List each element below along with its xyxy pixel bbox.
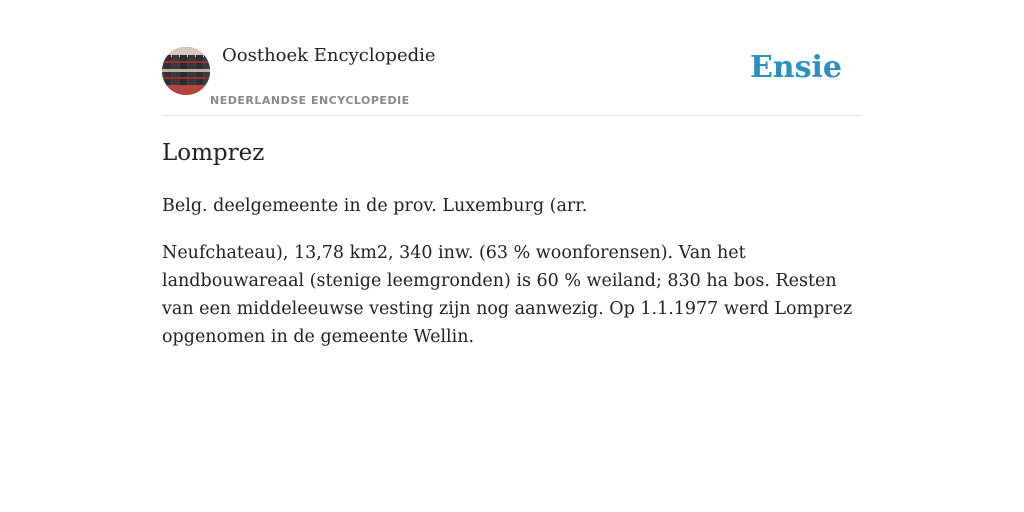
- article-paragraph: Neufchateau), 13,78 km2, 340 inw. (63 % woonforensen). Van het landbouwareaal (stenige leemgronden) is 60 % weiland; 830 ha bos. Resten van een middeleeuwse vesting zijn nog aanwezig. Op 1.1.1977 werd Lomprez opgenomen in de gemeente Wellin.: [162, 243, 853, 347]
- article-title: Lomprez: [162, 140, 265, 166]
- encyclopedia-books-icon[interactable]: [162, 47, 210, 95]
- site-header: [162, 0, 862, 116]
- article-paragraph: Belg. deelgemeente in de prov. Luxemburg (arr.: [162, 196, 588, 216]
- ensie-logo-link[interactable]: Ensie: [749, 50, 842, 85]
- site-subtitle: NEDERLANDSE ENCYCLOPEDIE: [210, 94, 410, 107]
- content-container: [162, 0, 862, 347]
- site-title-link[interactable]: Oosthoek Encyclopedie: [222, 45, 436, 66]
